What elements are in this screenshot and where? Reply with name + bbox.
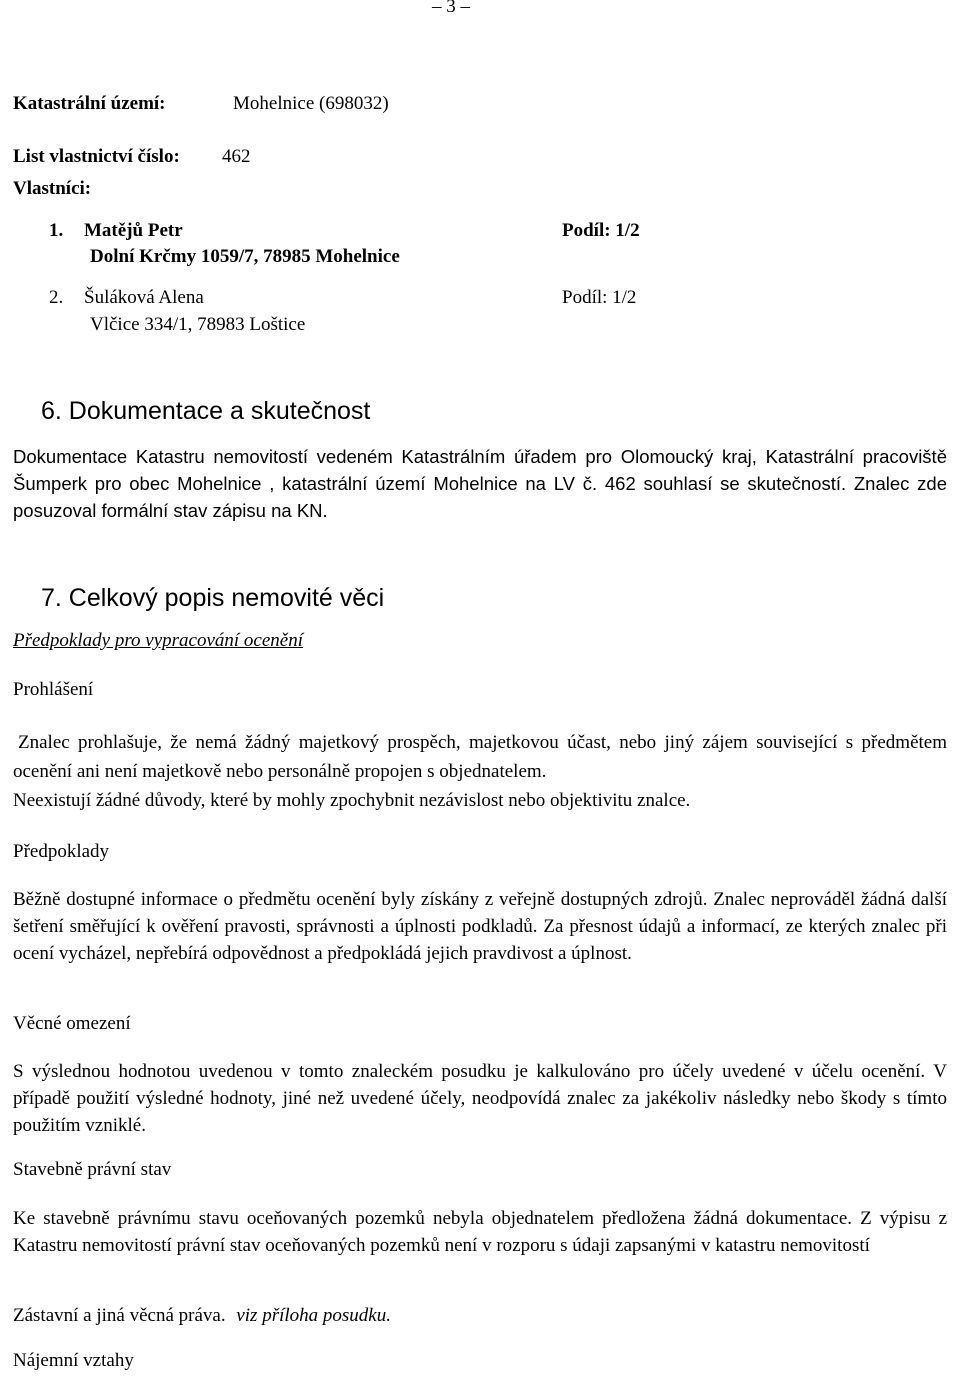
owners-label: Vlastníci: (13, 178, 92, 199)
cadastral-area-label: Katastrální území: (13, 93, 166, 114)
liens-label-text: Zástavní a jiná věcná práva. (13, 1305, 226, 1326)
limitation-text: S výslednou hodnotou uvedenou v tomto znaleckém posudku je kalkulováno pro účely uvedené v účelu ocenění. V případě použití výsledné hodnoty, jiné než uvedené účely, neodpovídá znalec za jakékoliv následky nebo škody s tímto použitím vzniklé. (13, 1061, 947, 1136)
owner-1-name: Matějů Petr (84, 220, 183, 241)
declaration-text-2: Neexistují žádné důvody, které by mohly zpochybnit nezávislost nebo objektivitu znalce. (13, 790, 691, 811)
section-6-heading: 6. Dokumentace a skutečnost (41, 397, 371, 425)
owner-2-address: Vlčice 334/1, 78983 Loštice (90, 314, 306, 335)
page-number: – 3 – (432, 0, 470, 17)
lease-relations-title: Nájemní vztahy (13, 1350, 134, 1371)
liens-value: viz příloha posudku. (236, 1305, 391, 1326)
owner-1-share: Podíl: 1/2 (562, 220, 640, 241)
section-7-heading: 7. Celkový popis nemovité věci (41, 584, 385, 612)
owner-1-address: Dolní Krčmy 1059/7, 78985 Mohelnice (90, 246, 400, 267)
owner-1-number: 1. (49, 220, 64, 241)
assumptions-subheading: Předpoklady pro vypracování ocenění (13, 630, 304, 651)
building-legal-status-text: Ke stavebně právnímu stavu oceňovaných pozemků nebyla objednatelem předložena žádná dokumentace. Z výpisu z Katastru nemovitostí právní stav oceňovaných pozemků není v rozporu s údaji zapsanými v katastru nemovitostí (13, 1208, 947, 1256)
assumptions-text: Běžně dostupné informace o předmětu ocenění byly získány z veřejně dostupných zdrojů. Znalec neprováděl žádná další šetření směřující k ověření pravosti, správnosti a úplnosti podkladů. Za přesnost údajů a informací, ze kterých znalec při ocení vycházel, nepřebírá odpovědnost a předpokládá jejich pravdivost a úplnost. (13, 889, 947, 964)
declaration-title: Prohlášení (13, 679, 94, 700)
cadastral-area-value: Mohelnice (698032) (233, 93, 389, 114)
ownership-list-value: 462 (222, 146, 251, 167)
declaration-text: Znalec prohlašuje, že nemá žádný majetkový prospěch, majetkovou účast, nebo jiný zájem související s předmětem ocenění ani není majetkově nebo personálně propojen s objednatelem. (13, 732, 947, 782)
liens-label (13, 1305, 391, 1327)
limitation-title: Věcné omezení (13, 1013, 131, 1034)
ownership-list-label: List vlastnictví číslo: (13, 146, 180, 167)
owner-2-number: 2. (49, 287, 64, 308)
owner-2-share: Podíl: 1/2 (562, 287, 637, 308)
section-6-paragraph: Dokumentace Katastru nemovitostí vedeném Katastrálním úřadem pro Olomoucký kraj, Katastrální pracoviště Šumperk pro obec Mohelnice , katastrální území Mohelnice na LV č. 462 souhlasí se skutečností. Znalec zde posuzoval formální stav zápisu na KN. (13, 446, 947, 521)
assumptions-title: Předpoklady (13, 841, 110, 862)
owner-2-name: Šuláková Alena (84, 287, 204, 308)
building-legal-status-title: Stavebně právní stav (13, 1159, 172, 1180)
